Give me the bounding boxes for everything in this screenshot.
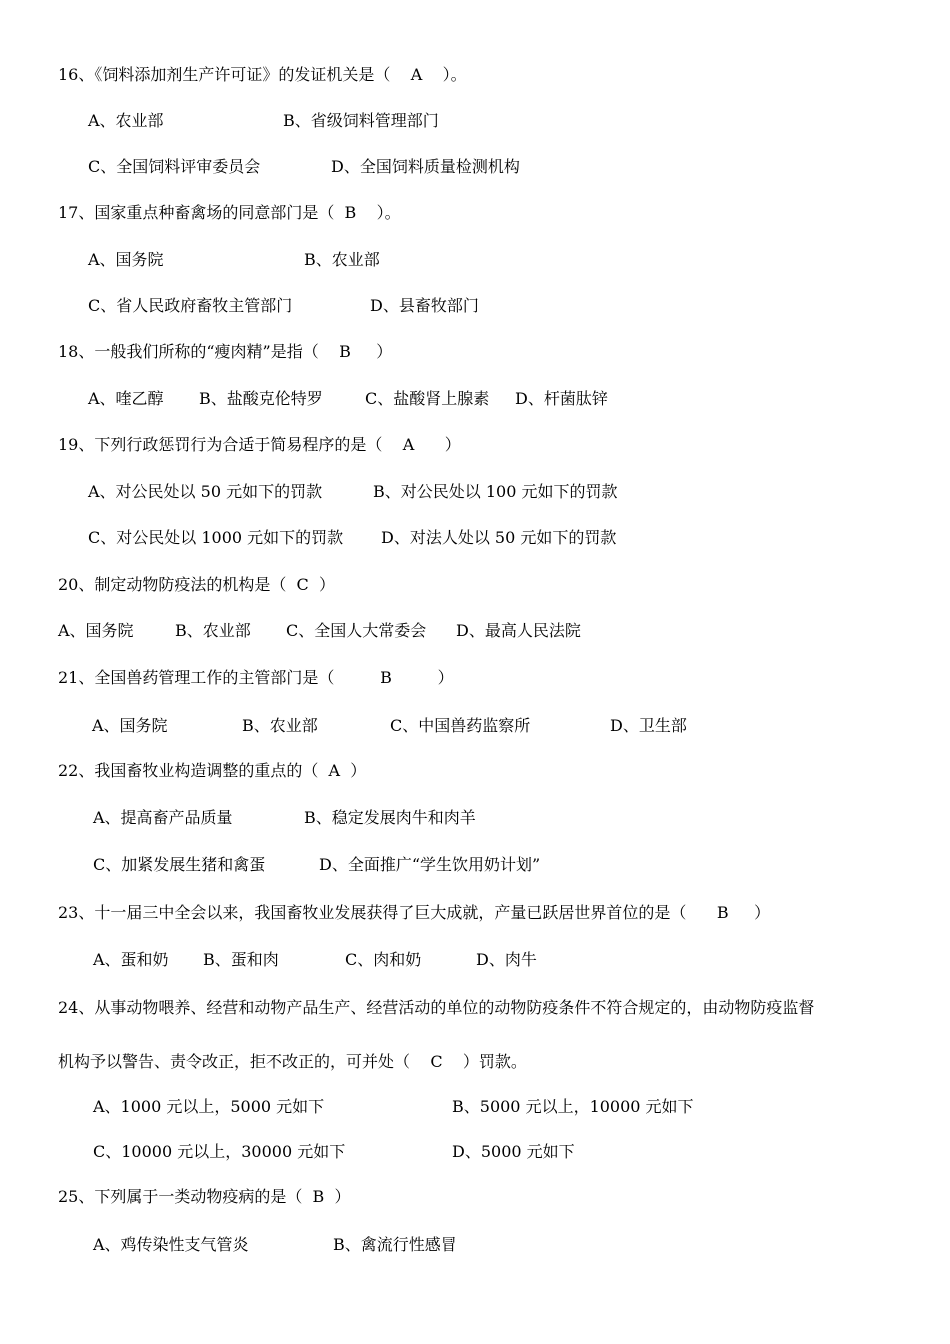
question-18-option-a: A、喹乙醇 (88, 389, 164, 408)
question-19-option-b: B、对公民处以 100 元如下的罚款 (373, 482, 618, 501)
question-20-option-b: B、农业部 (175, 621, 251, 640)
question-19-option-a: A、对公民处以 50 元如下的罚款 (88, 482, 323, 501)
question-22-option-b: B、稳定发展肉牛和肉羊 (304, 808, 476, 827)
question-20-option-a: A、国务院 (58, 621, 134, 640)
question-24-option-c: C、10000 元以上，30000 元如下 (93, 1142, 346, 1161)
question-16-stem: 16、《饲料添加剂生产许可证》的发证机关是（ A ）。 (58, 65, 467, 84)
question-18-option-b: B、盐酸克伦特罗 (199, 389, 323, 408)
question-24-stem: 24、从事动物喂养、经营和动物产品生产、经营活动的单位的动物防疫条件不符合规定的，由动物防疫监督 (58, 998, 815, 1017)
question-20-stem: 20、制定动物防疫法的机构是（ C ） (58, 575, 335, 594)
question-24-option-d: D、5000 元如下 (452, 1142, 575, 1161)
question-22-option-d: D、全面推广“学生饮用奶计划” (319, 855, 541, 874)
question-25-option-a: A、鸡传染性支气管炎 (93, 1235, 249, 1254)
question-19-option-d: D、对法人处以 50 元如下的罚款 (381, 528, 617, 547)
question-18-option-c: C、盐酸肾上腺素 (365, 389, 490, 408)
question-25-option-b: B、禽流行性感冒 (333, 1235, 457, 1254)
question-23-option-b: B、蛋和肉 (203, 950, 279, 969)
question-23-option-d: D、肉牛 (476, 950, 537, 969)
question-23-option-c: C、肉和奶 (345, 950, 422, 969)
question-24-stem-continued: 机构予以警告、责令改正，拒不改正的，可并处（ C ）罚款。 (58, 1052, 527, 1071)
question-16-option-d: D、全国饲料质量检测机构 (331, 157, 520, 176)
question-17-stem: 17、国家重点种畜禽场的同意部门是（ B ）。 (58, 203, 401, 222)
question-23-option-a: A、蛋和奶 (93, 950, 169, 969)
question-21-option-a: A、国务院 (92, 716, 168, 735)
question-17-option-d: D、县畜牧部门 (370, 296, 479, 315)
question-25-stem: 25、下列属于一类动物疫病的是（ B ） (58, 1187, 351, 1206)
question-21-option-d: D、卫生部 (610, 716, 687, 735)
question-24-option-a: A、1000 元以上，5000 元如下 (93, 1097, 325, 1116)
question-22-option-a: A、提高畜产品质量 (93, 808, 233, 827)
question-20-option-c: C、全国人大常委会 (286, 621, 427, 640)
question-22-option-c: C、加紧发展生猪和禽蛋 (93, 855, 266, 874)
question-19-option-c: C、对公民处以 1000 元如下的罚款 (88, 528, 344, 547)
question-22-stem: 22、我国畜牧业构造调整的重点的（ A ） (58, 761, 367, 780)
question-19-stem: 19、下列行政惩罚行为合适于简易程序的是（ A ） (58, 435, 461, 454)
question-16-option-b: B、省级饲料管理部门 (283, 111, 439, 130)
question-17-option-a: A、国务院 (88, 250, 164, 269)
question-17-option-b: B、农业部 (304, 250, 380, 269)
question-24-option-b: B、5000 元以上，10000 元如下 (452, 1097, 694, 1116)
question-18-option-d: D、杆菌肽锌 (515, 389, 608, 408)
question-21-stem: 21、全国兽药管理工作的主管部门是（ B ） (58, 668, 454, 687)
question-20-option-d: D、最高人民法院 (456, 621, 581, 640)
question-16-option-c: C、全国饲料评审委员会 (88, 157, 261, 176)
question-18-stem: 18、一般我们所称的“瘦肉精”是指（ B ） (58, 342, 393, 361)
question-17-option-c: C、省人民政府畜牧主管部门 (88, 296, 293, 315)
question-16-option-a: A、农业部 (88, 111, 164, 130)
question-23-stem: 23、十一届三中全会以来，我国畜牧业发展获得了巨大成就，产量已跃居世界首位的是（ B ） (58, 903, 771, 922)
question-21-option-c: C、中国兽药监察所 (390, 716, 531, 735)
question-21-option-b: B、农业部 (242, 716, 318, 735)
